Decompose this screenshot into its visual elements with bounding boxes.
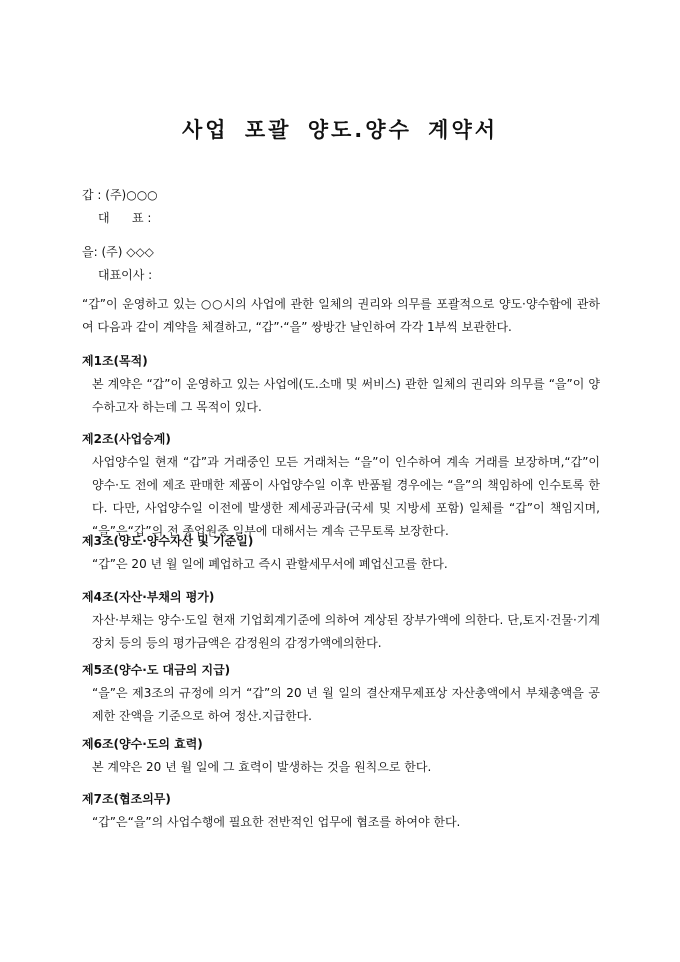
article-body: 본 계약은 20 년 월 일에 그 효력이 발생하는 것을 원칙으로 한다.: [92, 760, 432, 774]
party-a-block: [82, 184, 158, 230]
article-body: 본 계약은 “갑”이 운영하고 있는 사업에(도.소매 및 써비스) 관한 일체의 권리와 의무를 “을”이 양수하고자 하는데 그 목적이 있다.: [92, 377, 600, 414]
article-body: “갑”은 20 년 월 일에 폐업하고 즉시 관할세무서에 폐업신고를 한다.: [92, 557, 448, 571]
party-a-rep-label-2: 표 :: [132, 211, 152, 225]
article-body: 사업양수일 현재 “갑”과 거래중인 모든 거래처는 “을”이 인수하여 계속 거래를 보장하며,“갑”이 양수·도 전에 제조 판매한 제품이 사업양수일 이후 반품될 경우에는 “을”의 책임하에 인수토록 한다. 다만, 사업양수일 이전에 발생한 제세공과금(국세 및 지방세 포함) 일체를 “갑”이 책임지며, “을”은“갑”의 전 종업원중 일부에 대해서는 계속 근무토록 보장한다.: [92, 455, 600, 538]
intro-paragraph: “갑”이 운영하고 있는 ○○시의 사업에 관한 일체의 권리와 의무를 포괄적으로 양도·양수함에 관하여 다음과 같이 계약을 체결하고, “갑”·“을” 쌍방간 날인하여 각각 1부씩 보관한다.: [82, 297, 600, 334]
article-body: 자산·부채는 양수·도일 현재 기업회계기준에 의하여 계상된 장부가액에 의한다. 단,토지·건물·기계장치 등의 등의 평가금액은 감정원의 감정가액에의한다.: [92, 613, 600, 650]
article-heading: 제6조(양수·도의 효력): [82, 737, 203, 751]
article-4: [82, 586, 600, 655]
article-heading: 제3조(양도·양수자산 및 기준일): [82, 534, 254, 548]
article-body: “갑”은“을”의 사업수행에 필요한 전반적인 업무에 협조를 하여야 한다.: [92, 815, 461, 829]
party-a-rep-label-1: 대: [98, 211, 110, 225]
article-2: [82, 428, 600, 543]
party-a-representative: [82, 207, 158, 230]
party-b-representative: 대표이사 :: [98, 268, 153, 282]
article-heading: 제5조(양수·도 대금의 지급): [82, 663, 231, 677]
article-3: [82, 530, 600, 576]
article-heading: 제4조(자산·부채의 평가): [82, 590, 215, 604]
article-heading: 제2조(사업승계): [82, 432, 171, 446]
document-title: 사업 포괄 양도.양수 계약서: [181, 118, 499, 142]
party-b-line: 을: (주) ◇◇◇: [82, 245, 154, 259]
article-heading: 제7조(협조의무): [82, 792, 171, 806]
article-7: [82, 788, 600, 834]
article-5: [82, 659, 600, 728]
article-body: “을”은 제3조의 규정에 의거 “갑”의 20 년 월 일의 결산재무제표상 자산총액에서 부채총액을 공제한 잔액을 기준으로 하여 정산.지급한다.: [92, 686, 600, 723]
article-6: [82, 733, 600, 779]
party-a-line: 갑 : (주)○○○: [82, 188, 158, 202]
party-b-block: [82, 241, 154, 287]
article-heading: 제1조(목적): [82, 354, 148, 368]
article-1: [82, 350, 600, 419]
